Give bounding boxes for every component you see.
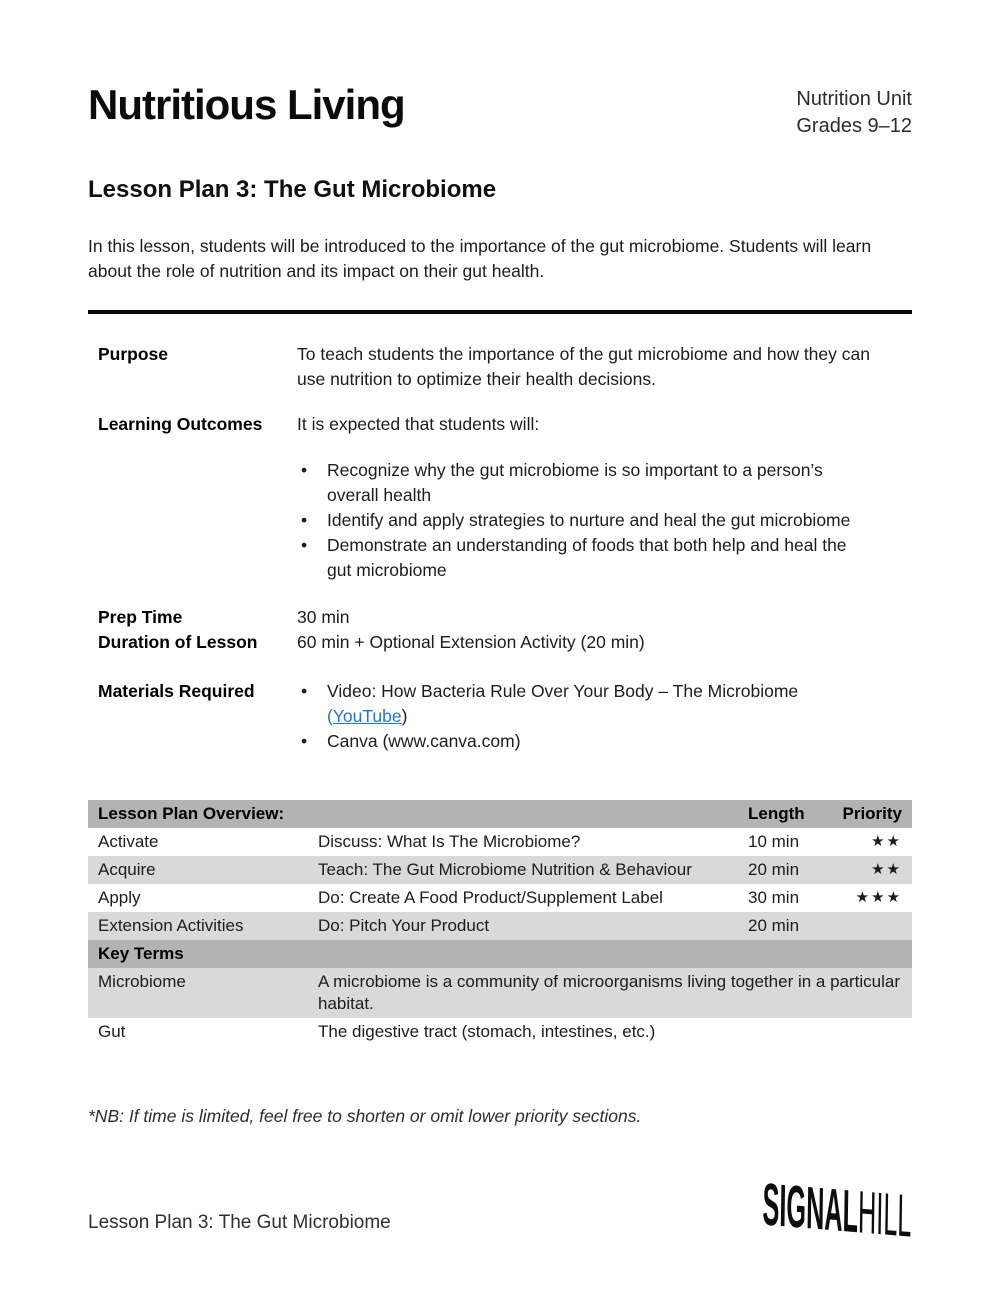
table-row-acquire bbox=[88, 856, 912, 884]
outcome-item: • Recognize why the gut microbiome is so important to a person’s overall health bbox=[297, 458, 875, 508]
video-title: • Video: How Bacteria Rule Over Your Body – The Microbiome bbox=[327, 681, 799, 701]
prep-time-label: Prep Time bbox=[98, 607, 183, 627]
term-row-gut bbox=[88, 1018, 912, 1046]
learning-outcomes-label: Learning Outcomes bbox=[98, 414, 263, 434]
term-cell: Microbiome bbox=[88, 968, 308, 1018]
table-row-apply bbox=[88, 884, 912, 912]
key-terms-header: Key Terms bbox=[88, 940, 912, 968]
paren-close: ) bbox=[401, 706, 408, 726]
section-divider bbox=[88, 310, 912, 314]
activity-cell: Teach: The Gut Microbiome Nutrition & Behaviour bbox=[308, 856, 738, 884]
unit-info bbox=[796, 84, 912, 140]
unit-label: Nutrition Unit bbox=[796, 88, 912, 110]
learning-outcomes-content bbox=[297, 412, 875, 583]
length-cell: 30 min bbox=[738, 884, 816, 912]
duration-value: 60 min + Optional Extension Activity (20 min) bbox=[297, 632, 645, 652]
term-cell: Gut bbox=[88, 1018, 308, 1046]
outcome-item: • Demonstrate an understanding of foods that both help and heal the gut microbiome bbox=[297, 533, 875, 583]
definition-cell: A microbiome is a community of microorganisms living together in a particular habitat. bbox=[308, 968, 912, 1018]
material-item-video bbox=[297, 679, 875, 729]
duration-row bbox=[88, 630, 912, 655]
purpose-row bbox=[88, 342, 912, 392]
outcomes-intro: It is expected that students will: bbox=[297, 414, 540, 434]
duration-label: Duration of Lesson bbox=[98, 632, 258, 652]
lesson-details bbox=[88, 342, 912, 754]
page-title: Nutritious Living bbox=[88, 81, 405, 128]
lesson-plan-overview-table bbox=[88, 800, 912, 1046]
priority-stars: ★★ bbox=[816, 828, 912, 856]
section-cell: Activate bbox=[88, 828, 308, 856]
section-cell: Apply bbox=[88, 884, 308, 912]
priority-stars bbox=[816, 912, 912, 940]
definition-cell: The digestive tract (stomach, intestines, etc.) bbox=[308, 1018, 912, 1046]
key-terms-header-row bbox=[88, 940, 912, 968]
priority-stars: ★★ bbox=[816, 856, 912, 884]
length-cell: 20 min bbox=[738, 856, 816, 884]
logo-signal-text: SIGNAL bbox=[762, 1169, 859, 1246]
material-item-canva: • Canva (www.canva.com) bbox=[297, 729, 875, 754]
youtube-link[interactable]: YouTube bbox=[332, 706, 402, 726]
overview-title: Lesson Plan Overview: bbox=[88, 800, 738, 828]
priority-stars: ★★★ bbox=[816, 884, 912, 912]
length-column-header: Length bbox=[738, 800, 816, 828]
learning-outcomes-row bbox=[88, 412, 912, 583]
section-cell: Extension Activities bbox=[88, 912, 308, 940]
prep-time-value: 30 min bbox=[297, 607, 350, 627]
signalhill-logo-text bbox=[762, 1169, 913, 1250]
signalhill-logo bbox=[641, 1169, 913, 1250]
table-row-extension bbox=[88, 912, 912, 940]
prep-time-row bbox=[88, 605, 912, 630]
video-link-line bbox=[327, 704, 875, 729]
term-row-microbiome bbox=[88, 968, 912, 1018]
nb-note: *NB: If time is limited, feel free to shorten or omit lower priority sections. bbox=[88, 1106, 642, 1126]
grades-label: Grades 9–12 bbox=[796, 115, 912, 137]
activity-cell: Discuss: What Is The Microbiome? bbox=[308, 828, 738, 856]
section-cell: Acquire bbox=[88, 856, 308, 884]
masthead bbox=[88, 0, 912, 140]
purpose-label: Purpose bbox=[98, 344, 169, 364]
logo-hill-text: HILL bbox=[857, 1177, 913, 1250]
footer-page-label: Lesson Plan 3: The Gut Microbiome bbox=[88, 1212, 391, 1233]
outcomes-list bbox=[297, 458, 875, 583]
priority-column-header: Priority bbox=[816, 800, 912, 828]
materials-list bbox=[297, 679, 875, 754]
activity-cell: Do: Pitch Your Product bbox=[308, 912, 738, 940]
paren-open: ( bbox=[327, 706, 333, 726]
purpose-text: To teach students the importance of the gut microbiome and how they can use nutrition to optimize their health decisions. bbox=[297, 344, 870, 389]
materials-label: Materials Required bbox=[98, 681, 255, 701]
lesson-heading: Lesson Plan 3: The Gut Microbiome bbox=[88, 176, 497, 203]
table-row-activate bbox=[88, 828, 912, 856]
materials-row bbox=[88, 679, 912, 754]
intro-paragraph: In this lesson, students will be introduced to the importance of the gut microbiome. Students will learn about the role of nutrition and its impact on their gut health. bbox=[88, 236, 872, 281]
length-cell: 10 min bbox=[738, 828, 816, 856]
outcome-item: • Identify and apply strategies to nurture and heal the gut microbiome bbox=[297, 508, 875, 533]
overview-header-row bbox=[88, 800, 912, 828]
length-cell: 20 min bbox=[738, 912, 816, 940]
activity-cell: Do: Create A Food Product/Supplement Label bbox=[308, 884, 738, 912]
materials-content bbox=[297, 679, 875, 754]
